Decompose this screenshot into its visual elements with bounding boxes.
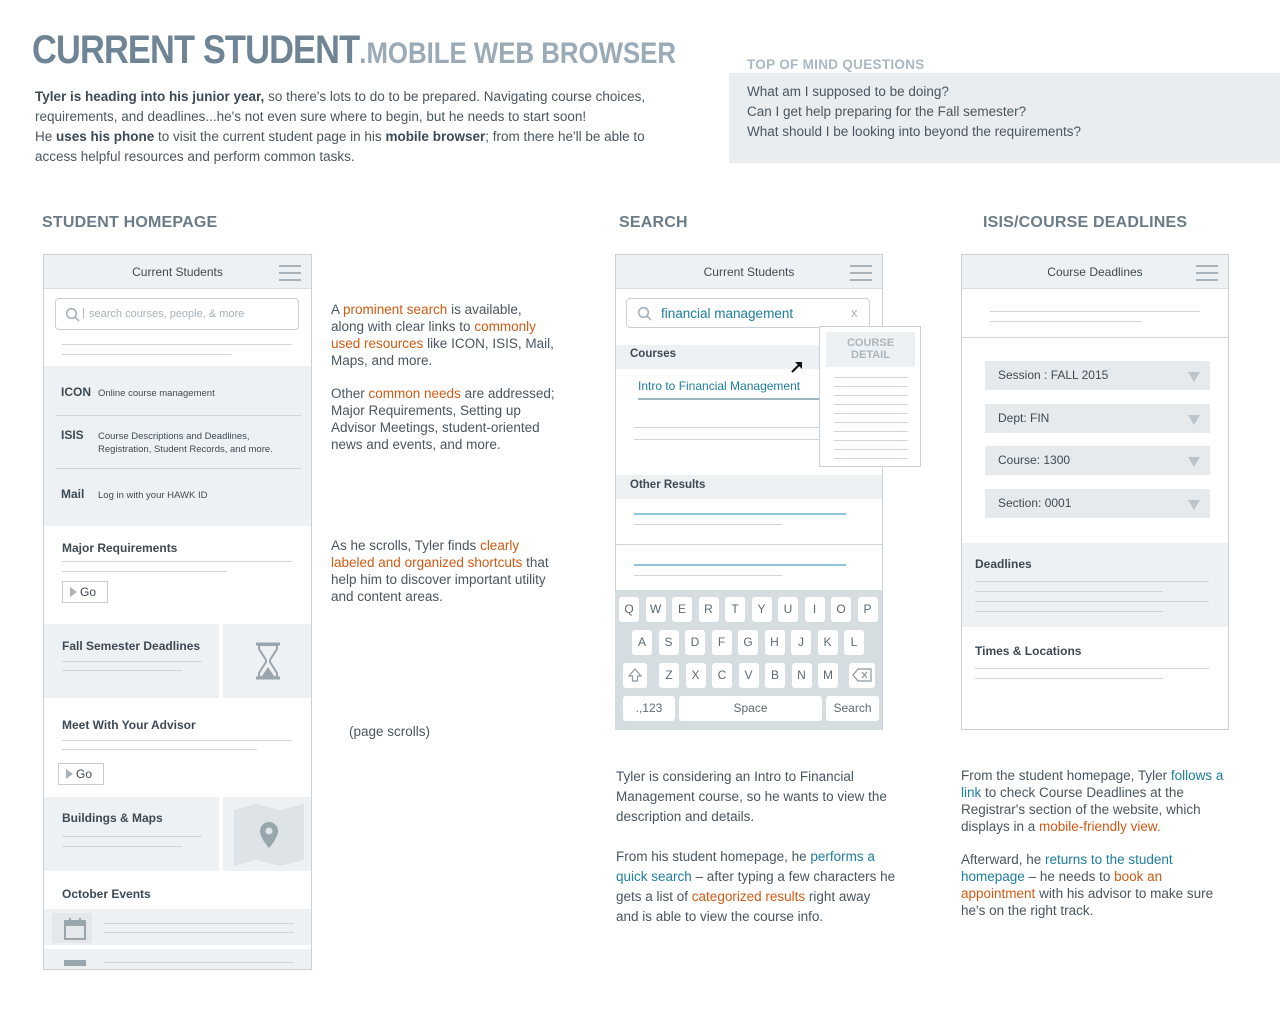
divider (834, 449, 908, 450)
divider (834, 395, 908, 396)
result-line[interactable] (634, 513, 846, 515)
divider (990, 311, 1200, 312)
link-mail[interactable]: Mail (61, 487, 85, 501)
divider (975, 611, 1163, 612)
intro-rest: so there's lots to do to be prepared. Navigating course choices, requirements, and deadlines...he's not even sure where to begin, but he needs to start soon! (35, 89, 646, 124)
divider (975, 668, 1209, 669)
homepage-desc-3 (331, 537, 556, 605)
other-results-label: Other Results (630, 479, 706, 491)
search-input[interactable] (55, 298, 299, 330)
meet-advisor-label: Meet With Your Advisor (62, 718, 196, 732)
result-line[interactable] (634, 564, 846, 566)
dropdown-value: Dept: FIN (998, 411, 1050, 425)
divider (616, 544, 883, 545)
key-d[interactable]: D (685, 630, 705, 655)
intro-p2-a: He (35, 129, 57, 144)
play-icon (66, 769, 73, 779)
divider (975, 591, 1163, 592)
search-icon (637, 306, 653, 322)
divider (62, 571, 227, 572)
highlight-text: prominent search (343, 302, 448, 317)
highlight-text: clearly labeled and organized shortcuts (331, 538, 523, 570)
intro-paragraph-2 (35, 127, 685, 167)
arrow-icon (789, 359, 805, 375)
dept-dropdown[interactable] (985, 404, 1210, 433)
key-j[interactable]: J (791, 630, 811, 655)
key-r[interactable]: R (699, 597, 719, 622)
search-placeholder: search courses, people, & more (89, 308, 245, 320)
highlight-text: performs a quick search (616, 849, 875, 884)
meet-advisor-go-button[interactable] (58, 763, 104, 785)
key-w[interactable]: W (646, 597, 666, 622)
link-isis-desc: Course Descriptions and Deadlines, Registration, Student Records, and more. (98, 431, 273, 455)
divider (634, 575, 782, 576)
highlight-text: returns to the student homepage (961, 852, 1173, 884)
highlight-text: commonly used resources (331, 319, 536, 351)
divider (62, 846, 182, 847)
key-c[interactable]: C (712, 663, 732, 688)
homepage-desc-1 (331, 301, 556, 369)
divider (56, 468, 301, 469)
question: Can I get help preparing for the Fall semester? (747, 104, 1027, 119)
homepage-desc-2 (331, 385, 556, 453)
divider (56, 415, 301, 416)
top-of-mind-heading: TOP OF MIND QUESTIONS (747, 57, 925, 72)
key-l[interactable]: L (844, 630, 864, 655)
divider (62, 740, 292, 741)
hamburger-menu-icon[interactable] (850, 265, 872, 281)
key-f[interactable]: F (712, 630, 732, 655)
calendar-icon (64, 918, 86, 940)
map-icon (234, 804, 304, 866)
text: is available, along with clear links to (331, 302, 522, 334)
intro-bold: Tyler is heading into his junior year, (35, 89, 265, 104)
search-query: financial management (661, 306, 794, 321)
divider (975, 581, 1209, 582)
text: with his advisor to make sure he's on the right track. (961, 886, 1214, 918)
chevron-down-icon (1188, 372, 1200, 382)
search-input[interactable] (626, 298, 870, 328)
phone-bar (44, 255, 311, 289)
highlight-text: follows a link (961, 768, 1224, 800)
divider (834, 404, 908, 405)
search-desc-1: Tyler is considering an Intro to Financial Management course, so he wants to view the description and details. (616, 769, 887, 824)
divider (834, 377, 908, 378)
key-s[interactable]: S (659, 630, 679, 655)
intro-text (35, 87, 685, 167)
intro-p2-b2: mobile browser (385, 129, 486, 144)
divider (634, 524, 782, 525)
key-b[interactable]: B (765, 663, 785, 688)
divider (834, 458, 908, 459)
phone-bar-title: Current Students (132, 265, 223, 279)
section-heading-search: SEARCH (619, 214, 688, 231)
key-g[interactable]: G (738, 630, 758, 655)
course-detail-title (826, 337, 915, 361)
phone-bar (962, 255, 1228, 289)
course-result-link[interactable]: Intro to Financial Management (638, 379, 801, 393)
course-detail-line1: COURSE (846, 337, 895, 349)
question: What am I supposed to be doing? (747, 84, 949, 99)
chevron-down-icon (1188, 415, 1200, 425)
text: A (331, 302, 344, 317)
key-e[interactable]: E (672, 597, 692, 622)
key-q[interactable]: Q (619, 597, 639, 622)
intro-p2-c: to visit the current student page in his (154, 129, 386, 144)
dropdown-value: Course: 1300 (998, 453, 1071, 467)
key-t[interactable]: T (725, 597, 745, 622)
courses-label: Courses (630, 348, 677, 360)
times-locations-label: Times & Locations (975, 644, 1082, 658)
page-title (32, 28, 676, 73)
text: Other (331, 386, 369, 401)
search-desc-2 (616, 847, 896, 927)
hamburger-menu-icon[interactable] (279, 265, 301, 281)
highlight-text: mobile-friendly view. (1039, 819, 1161, 834)
text: are addressed; Major Requirements, Setting up Advisor Meetings, student-oriented news and events, and more. (331, 386, 555, 452)
divider (834, 431, 908, 432)
divider (834, 413, 908, 414)
key-k[interactable]: K (818, 630, 838, 655)
link-isis[interactable]: ISIS (61, 428, 84, 442)
october-events-label: October Events (62, 887, 151, 901)
divider (62, 749, 257, 750)
key-v[interactable]: V (739, 663, 759, 688)
page-scrolls-note: (page scrolls) (349, 724, 431, 739)
key-i[interactable]: I (805, 597, 825, 622)
key-z[interactable]: Z (659, 663, 679, 688)
highlight-text: common needs (368, 386, 461, 401)
divider (975, 678, 1163, 679)
key-h[interactable]: H (765, 630, 785, 655)
go-label: Go (80, 585, 97, 599)
text: From the student homepage, Tyler (961, 768, 1171, 783)
clear-icon[interactable]: x (851, 305, 858, 320)
divider (62, 670, 182, 671)
divider (62, 561, 292, 562)
course-detail-card[interactable] (819, 326, 921, 467)
search-cursor: | (82, 307, 85, 319)
deadlines-desc-2 (961, 851, 1236, 919)
play-icon (70, 587, 77, 597)
search-icon (65, 307, 81, 323)
divider (638, 398, 823, 400)
divider (62, 836, 202, 837)
search-key[interactable]: Search (826, 696, 879, 721)
divider (834, 440, 908, 441)
key-x[interactable]: X (686, 663, 706, 688)
highlight-text: categorized results (691, 889, 806, 904)
divider (62, 354, 232, 355)
divider (834, 422, 908, 423)
key-p[interactable]: P (858, 597, 878, 622)
divider (634, 427, 819, 428)
key-n[interactable]: N (792, 663, 812, 688)
deadlines-desc-1 (961, 767, 1236, 835)
divider (975, 601, 1209, 602)
link-icon-desc: Online course management (98, 388, 215, 399)
intro-p2-d: ; from there he'll be able to access helpful resources and perform common tasks. (35, 129, 645, 164)
key-u[interactable]: U (778, 597, 798, 622)
major-requirements-label: Major Requirements (62, 541, 178, 555)
major-requirements-go-button[interactable] (62, 581, 108, 603)
divider (104, 923, 294, 924)
divider (990, 321, 1142, 322)
shift-icon (628, 668, 642, 682)
highlight-text: book an appointment (961, 869, 1163, 901)
dropdown-value: Session : FALL 2015 (998, 368, 1109, 382)
text: As he scrolls, Tyler finds (331, 538, 481, 553)
link-mail-desc: Log in with your HAWK ID (98, 490, 208, 501)
onscreen-keyboard (615, 590, 882, 730)
buildings-maps-label: Buildings & Maps (62, 811, 163, 825)
intro-p2-b1: uses his phone (56, 129, 155, 144)
space-key[interactable]: Space (679, 696, 822, 721)
chevron-down-icon (1188, 457, 1200, 467)
fall-deadlines-label: Fall Semester Deadlines (62, 639, 201, 653)
deadlines-block (962, 543, 1229, 627)
shift-key[interactable] (623, 663, 647, 688)
divider (962, 337, 1229, 338)
text: From his student homepage, he (616, 849, 811, 864)
divider (834, 386, 908, 387)
section-heading-deadlines: ISIS/COURSE DEADLINES (983, 214, 1188, 231)
text: Afterward, he (961, 852, 1046, 867)
key-y[interactable]: Y (752, 597, 772, 622)
backspace-key[interactable] (849, 663, 875, 688)
key-a[interactable]: A (632, 630, 652, 655)
deadlines-label: Deadlines (975, 557, 1032, 571)
divider (62, 661, 202, 662)
intro-paragraph-1 (35, 87, 685, 127)
question: What should I be looking into beyond the requirements? (747, 124, 1081, 139)
page-title-main: CURRENT STUDENT (32, 28, 360, 72)
text: – he needs to (1024, 869, 1115, 884)
phone-bar (616, 255, 882, 289)
section-heading-homepage: STUDENT HOMEPAGE (42, 214, 218, 231)
phone-bar-title: Current Students (703, 265, 795, 279)
text: like ICON, ISIS, Mail, Maps, and more. (331, 336, 554, 368)
text: right away and is able to view the course info. (616, 889, 871, 924)
hamburger-menu-icon[interactable] (1196, 265, 1218, 281)
go-label: Go (76, 767, 93, 781)
key-o[interactable]: O (831, 597, 851, 622)
divider (104, 932, 294, 933)
homepage-phone (43, 254, 312, 970)
buildings-maps-tile[interactable] (44, 797, 219, 871)
divider (634, 439, 819, 440)
divider (104, 962, 294, 963)
calendar-icon (64, 960, 86, 966)
numbers-key[interactable]: .,123 (623, 696, 675, 721)
top-of-mind-box (729, 73, 1280, 163)
course-dropdown[interactable] (985, 446, 1210, 475)
backspace-icon (852, 668, 872, 682)
key-m[interactable]: M (818, 663, 838, 688)
text: that help him to discover important utility and content areas. (331, 555, 549, 604)
text: – after typing a few characters he gets a list of (616, 869, 896, 904)
course-detail-line2: DETAIL (851, 349, 890, 361)
divider (62, 344, 292, 345)
page-subtitle: .MOBILE WEB BROWSER (359, 37, 677, 70)
session-dropdown[interactable] (985, 361, 1210, 390)
link-icon[interactable]: ICON (61, 385, 91, 399)
text: to check Course Deadlines at the Registrar's section of the website, which displays in a (961, 785, 1201, 834)
hourglass-icon (253, 641, 283, 681)
section-dropdown[interactable] (985, 489, 1210, 518)
phone-bar-title: Course Deadlines (1047, 265, 1143, 279)
chevron-down-icon (1188, 500, 1200, 510)
dropdown-value: Section: 0001 (998, 496, 1072, 510)
